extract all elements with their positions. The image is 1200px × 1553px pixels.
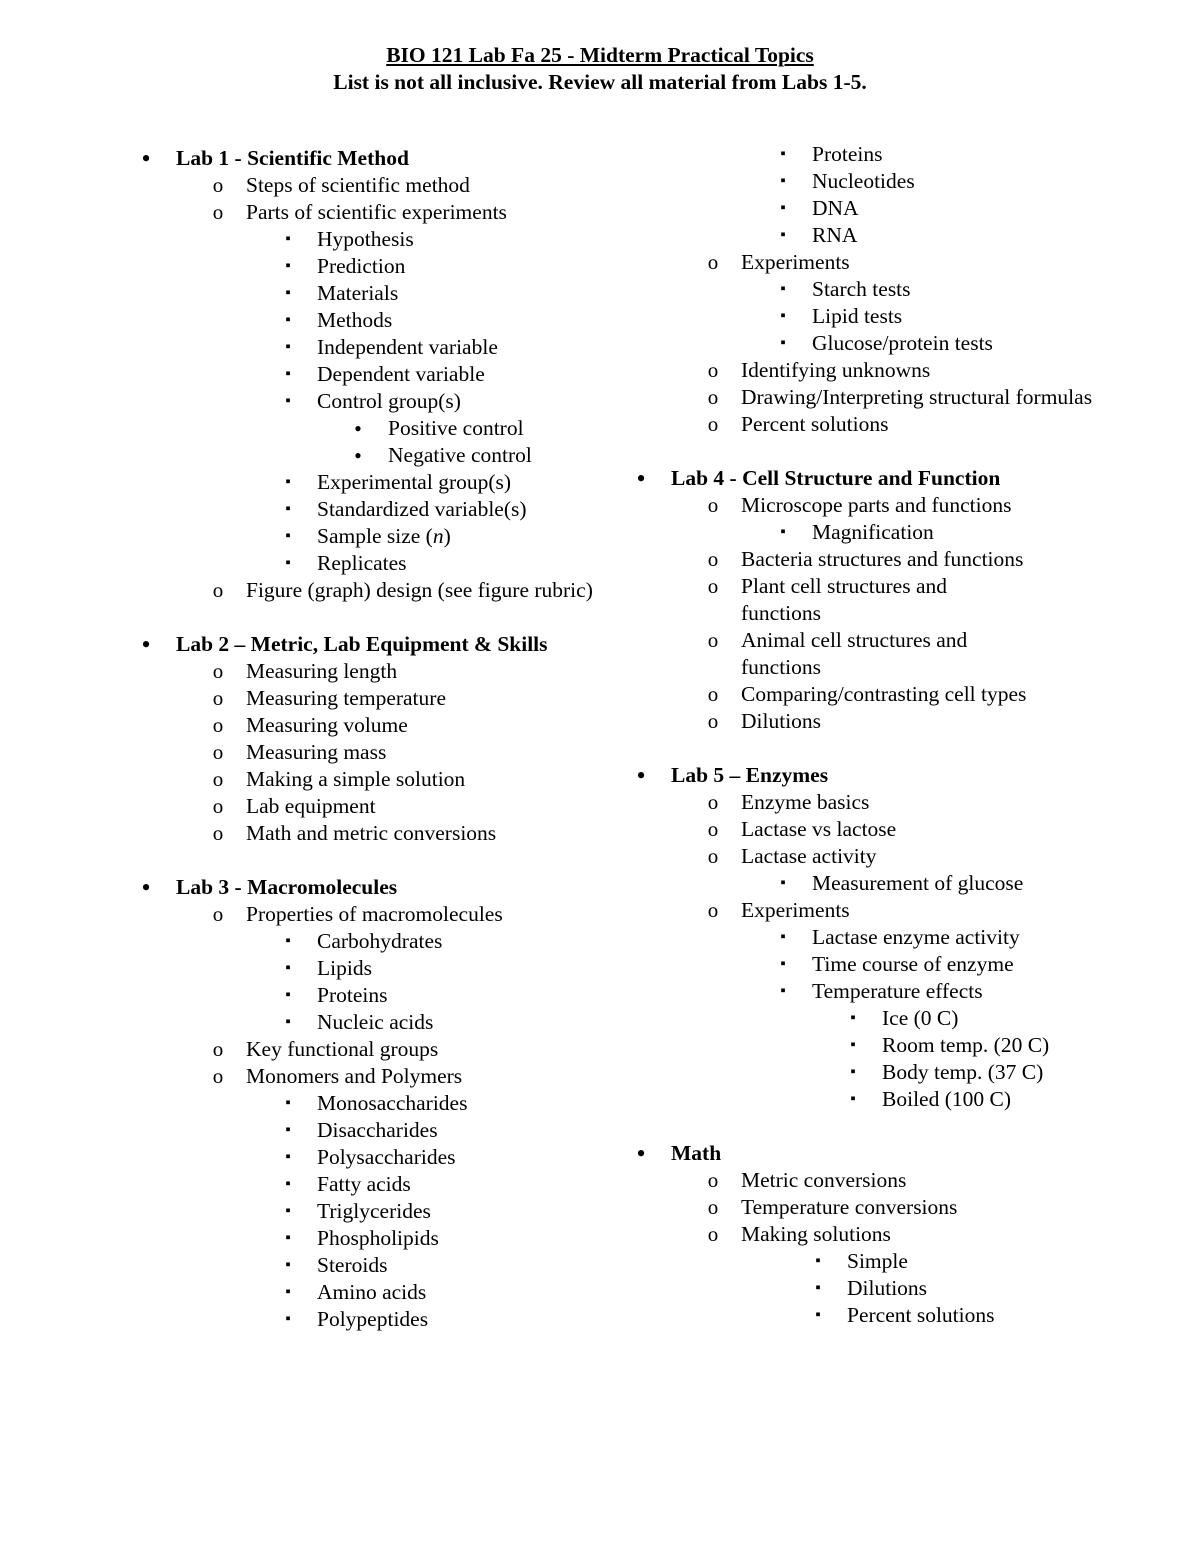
item-text: Steps of scientific method — [246, 173, 470, 197]
list-item — [625, 870, 1105, 897]
list-item — [130, 982, 600, 1009]
bullet-icon: • — [636, 761, 646, 790]
circle-bullet-icon: o — [212, 713, 224, 737]
square-bullet-icon: ▪ — [285, 1095, 291, 1111]
item-text: Ice (0 C) — [882, 1006, 959, 1030]
item-text: Carbohydrates — [317, 929, 443, 953]
item-text: Dilutions — [741, 709, 822, 733]
item-text: Materials — [317, 281, 399, 305]
list-item — [130, 955, 600, 982]
bullet-icon: • — [636, 1139, 646, 1168]
circle-bullet-icon: o — [707, 790, 719, 814]
square-bullet-icon: ▪ — [780, 281, 786, 297]
square-bullet-icon: ▪ — [815, 1280, 821, 1296]
circle-bullet-icon: o — [707, 574, 719, 598]
list-item — [130, 415, 600, 442]
item-text: Enzyme basics — [741, 790, 870, 814]
bullet-icon: • — [636, 464, 646, 493]
sample-size-suffix: ) — [443, 524, 451, 548]
list-item — [130, 226, 600, 253]
circle-bullet-icon: o — [212, 686, 224, 710]
item-text: Measuring mass — [246, 740, 387, 764]
item-text: Proteins — [317, 983, 388, 1007]
item-text: Metric conversions — [741, 1168, 907, 1192]
item-text: Polysaccharides — [317, 1145, 456, 1169]
list-item — [625, 897, 1105, 924]
square-bullet-icon: ▪ — [850, 1037, 856, 1053]
item-text: Glucose/protein tests — [812, 331, 993, 355]
item-text: Body temp. (37 C) — [882, 1060, 1044, 1084]
square-bullet-icon: ▪ — [850, 1091, 856, 1107]
item-text: Dependent variable — [317, 362, 485, 386]
list-item — [130, 280, 600, 307]
item-text: Temperature conversions — [741, 1195, 958, 1219]
item-text: Amino acids — [317, 1280, 427, 1304]
item-text: Measuring temperature — [246, 686, 446, 710]
item-text: Measuring volume — [246, 713, 408, 737]
item-text: Control group(s) — [317, 389, 461, 413]
item-text: Nucleic acids — [317, 1010, 434, 1034]
lab2-section — [130, 631, 600, 658]
square-bullet-icon: ▪ — [780, 956, 786, 972]
item-text: Key functional groups — [246, 1037, 439, 1061]
list-item — [625, 1275, 1105, 1302]
list-item — [625, 195, 1105, 222]
list-item — [130, 1144, 600, 1171]
square-bullet-icon: ▪ — [780, 875, 786, 891]
item-text: Lipid tests — [812, 304, 903, 328]
list-item — [130, 766, 600, 793]
list-item — [625, 411, 1105, 438]
circle-bullet-icon: o — [707, 817, 719, 841]
list-item — [130, 685, 600, 712]
item-text: Experimental group(s) — [317, 470, 512, 494]
list-item — [130, 901, 600, 928]
item-text: Lactase vs lactose — [741, 817, 897, 841]
item-text: Identifying unknowns — [741, 358, 931, 382]
list-item — [130, 523, 600, 550]
item-text: Parts of scientific experiments — [246, 200, 507, 224]
item-text: Polypeptides — [317, 1307, 429, 1331]
list-item — [130, 253, 600, 280]
circle-bullet-icon: o — [212, 200, 224, 224]
circle-bullet-icon: o — [707, 250, 719, 274]
list-item — [625, 951, 1105, 978]
square-bullet-icon: ▪ — [850, 1064, 856, 1080]
list-item — [625, 384, 1105, 411]
item-text: Positive control — [388, 416, 524, 440]
lab3-title: Lab 3 - Macromolecules — [176, 875, 398, 899]
circle-bullet-icon: o — [212, 767, 224, 791]
square-bullet-icon: ▪ — [285, 258, 291, 274]
list-item — [625, 1248, 1105, 1275]
item-text: Lipids — [317, 956, 372, 980]
item-text: Steroids — [317, 1253, 388, 1277]
list-item — [130, 388, 600, 415]
list-item — [625, 546, 1105, 573]
square-bullet-icon: ▪ — [780, 200, 786, 216]
square-bullet-icon: ▪ — [285, 528, 291, 544]
item-text: Making a simple solution — [246, 767, 466, 791]
page-title: BIO 121 Lab Fa 25 - Midterm Practical Topics — [386, 43, 814, 67]
circle-bullet-icon: o — [707, 844, 719, 868]
square-bullet-icon: ▪ — [285, 1176, 291, 1192]
list-item — [625, 816, 1105, 843]
list-item — [130, 1009, 600, 1036]
square-bullet-icon: ▪ — [285, 366, 291, 382]
list-item — [130, 712, 600, 739]
square-bullet-icon: ▪ — [285, 1149, 291, 1165]
square-bullet-icon: ▪ — [285, 1230, 291, 1246]
list-item — [130, 820, 600, 847]
item-text: Drawing/Interpreting structural formulas — [741, 385, 1093, 409]
list-item — [625, 1086, 1105, 1113]
item-text — [317, 524, 451, 548]
square-bullet-icon: ▪ — [780, 227, 786, 243]
item-text: Room temp. (20 C) — [882, 1033, 1050, 1057]
lab4-title: Lab 4 - Cell Structure and Function — [671, 466, 1001, 490]
item-text: Boiled (100 C) — [882, 1087, 1011, 1111]
list-item — [130, 1198, 600, 1225]
item-text: Hypothesis — [317, 227, 414, 251]
right-column — [625, 141, 1105, 1329]
lab5-section — [625, 762, 1105, 789]
item-text: Percent solutions — [741, 412, 889, 436]
list-item — [625, 249, 1105, 276]
list-item — [130, 928, 600, 955]
item-text: Independent variable — [317, 335, 498, 359]
list-item — [130, 1225, 600, 1252]
circle-bullet-icon: o — [212, 902, 224, 926]
item-text: DNA — [812, 196, 859, 220]
list-item — [625, 330, 1105, 357]
item-text: Nucleotides — [812, 169, 915, 193]
list-item — [625, 1167, 1105, 1194]
list-item — [625, 222, 1105, 249]
square-bullet-icon: ▪ — [285, 1203, 291, 1219]
item-text: Figure (graph) design (see figure rubric) — [246, 578, 593, 602]
dot-bullet-icon: • — [354, 443, 362, 468]
list-item — [625, 276, 1105, 303]
circle-bullet-icon: o — [707, 547, 719, 571]
circle-bullet-icon: o — [707, 385, 719, 409]
list-item — [625, 1005, 1105, 1032]
square-bullet-icon: ▪ — [780, 983, 786, 999]
square-bullet-icon: ▪ — [285, 1284, 291, 1300]
list-item — [130, 199, 600, 226]
item-text: Disaccharides — [317, 1118, 438, 1142]
square-bullet-icon: ▪ — [285, 339, 291, 355]
item-text: Bacteria structures and functions — [741, 547, 1024, 571]
left-column — [130, 145, 600, 1333]
list-item — [625, 1059, 1105, 1086]
square-bullet-icon: ▪ — [780, 335, 786, 351]
list-item — [625, 1221, 1105, 1248]
square-bullet-icon: ▪ — [285, 1122, 291, 1138]
list-item — [130, 1090, 600, 1117]
circle-bullet-icon: o — [707, 1195, 719, 1219]
circle-bullet-icon: o — [707, 1222, 719, 1246]
list-item — [625, 168, 1105, 195]
square-bullet-icon: ▪ — [780, 173, 786, 189]
list-item — [625, 357, 1105, 384]
square-bullet-icon: ▪ — [285, 312, 291, 328]
square-bullet-icon: ▪ — [285, 1257, 291, 1273]
math-title: Math — [671, 1141, 722, 1165]
list-item — [625, 1194, 1105, 1221]
item-text: Prediction — [317, 254, 406, 278]
bullet-icon: • — [141, 144, 151, 173]
lab1-section — [130, 145, 600, 172]
item-text: Measuring length — [246, 659, 398, 683]
square-bullet-icon: ▪ — [285, 1014, 291, 1030]
list-item — [625, 708, 1105, 735]
square-bullet-icon: ▪ — [285, 555, 291, 571]
circle-bullet-icon: o — [707, 682, 719, 706]
list-item — [130, 307, 600, 334]
item-text: Plant cell structures and functions — [741, 574, 947, 625]
bullet-icon: • — [141, 630, 151, 659]
circle-bullet-icon: o — [707, 412, 719, 436]
item-text: Percent solutions — [847, 1303, 995, 1327]
item-text: Lactase enzyme activity — [812, 925, 1020, 949]
list-item — [130, 793, 600, 820]
item-text: RNA — [812, 223, 858, 247]
item-text: Lab equipment — [246, 794, 376, 818]
list-item — [625, 789, 1105, 816]
item-text: Math and metric conversions — [246, 821, 497, 845]
item-text: Microscope parts and functions — [741, 493, 1012, 517]
item-text: Temperature effects — [812, 979, 983, 1003]
square-bullet-icon: ▪ — [285, 393, 291, 409]
item-text: Magnification — [812, 520, 934, 544]
list-item — [625, 1032, 1105, 1059]
item-text: Animal cell structures and functions — [741, 628, 968, 679]
dot-bullet-icon: • — [354, 416, 362, 441]
list-item — [625, 303, 1105, 330]
item-text: Measurement of glucose — [812, 871, 1024, 895]
item-text: Proteins — [812, 142, 883, 166]
item-text: Time course of enzyme — [812, 952, 1014, 976]
list-item — [625, 519, 1105, 546]
list-item — [625, 1302, 1105, 1329]
circle-bullet-icon: o — [212, 659, 224, 683]
square-bullet-icon: ▪ — [285, 501, 291, 517]
list-item — [130, 442, 600, 469]
item-text: Replicates — [317, 551, 407, 575]
item-text: Starch tests — [812, 277, 911, 301]
square-bullet-icon: ▪ — [815, 1307, 821, 1323]
item-text: Standardized variable(s) — [317, 497, 527, 521]
list-item — [625, 141, 1105, 168]
list-item — [625, 924, 1105, 951]
lab2-title: Lab 2 – Metric, Lab Equipment & Skills — [176, 632, 548, 656]
item-text: Experiments — [741, 250, 850, 274]
circle-bullet-icon: o — [707, 1168, 719, 1192]
list-item — [625, 843, 1105, 870]
list-item — [130, 1117, 600, 1144]
circle-bullet-icon: o — [707, 493, 719, 517]
square-bullet-icon: ▪ — [780, 146, 786, 162]
item-text: Negative control — [388, 443, 532, 467]
circle-bullet-icon: o — [212, 740, 224, 764]
math-section — [625, 1140, 1105, 1167]
list-item — [625, 492, 1105, 519]
sample-size-prefix: Sample size ( — [317, 524, 433, 548]
square-bullet-icon: ▪ — [780, 929, 786, 945]
item-text: Simple — [847, 1249, 908, 1273]
lab4-section — [625, 465, 1105, 492]
list-item — [130, 172, 600, 199]
square-bullet-icon: ▪ — [285, 933, 291, 949]
circle-bullet-icon: o — [212, 794, 224, 818]
circle-bullet-icon: o — [707, 709, 719, 733]
list-item — [130, 1306, 600, 1333]
lab1-title: Lab 1 - Scientific Method — [176, 146, 409, 170]
square-bullet-icon: ▪ — [285, 285, 291, 301]
circle-bullet-icon: o — [212, 173, 224, 197]
list-item — [130, 496, 600, 523]
list-item — [130, 1252, 600, 1279]
lab3-section — [130, 874, 600, 901]
circle-bullet-icon: o — [212, 821, 224, 845]
circle-bullet-icon: o — [707, 898, 719, 922]
square-bullet-icon: ▪ — [850, 1010, 856, 1026]
item-text: Fatty acids — [317, 1172, 411, 1196]
square-bullet-icon: ▪ — [285, 231, 291, 247]
circle-bullet-icon: o — [212, 578, 224, 602]
sample-size-n: n — [432, 524, 444, 548]
list-item — [130, 361, 600, 388]
circle-bullet-icon: o — [707, 358, 719, 382]
square-bullet-icon: ▪ — [285, 987, 291, 1003]
item-text: Comparing/contrasting cell types — [741, 682, 1027, 706]
item-text: Lactase activity — [741, 844, 877, 868]
item-text: Dilutions — [847, 1276, 928, 1300]
list-item — [130, 1171, 600, 1198]
list-item — [625, 681, 1105, 708]
item-text: Methods — [317, 308, 393, 332]
list-item — [130, 334, 600, 361]
list-item — [130, 658, 600, 685]
list-item — [130, 739, 600, 766]
document-header — [0, 42, 1200, 96]
list-item — [130, 550, 600, 577]
bullet-icon: • — [141, 873, 151, 902]
item-text: Phospholipids — [317, 1226, 439, 1250]
list-item — [625, 627, 1105, 681]
item-text: Monosaccharides — [317, 1091, 468, 1115]
square-bullet-icon: ▪ — [780, 308, 786, 324]
square-bullet-icon: ▪ — [815, 1253, 821, 1269]
circle-bullet-icon: o — [212, 1064, 224, 1088]
square-bullet-icon: ▪ — [285, 474, 291, 490]
list-item — [130, 469, 600, 496]
item-text: Experiments — [741, 898, 850, 922]
item-text: Making solutions — [741, 1222, 891, 1246]
list-item — [130, 577, 600, 604]
square-bullet-icon: ▪ — [285, 1311, 291, 1327]
list-item — [130, 1036, 600, 1063]
page-subtitle: List is not all inclusive. Review all material from Labs 1-5. — [333, 70, 867, 94]
topic-list-left — [130, 145, 600, 1333]
list-item — [130, 1063, 600, 1090]
item-text: Triglycerides — [317, 1199, 431, 1223]
item-text: Monomers and Polymers — [246, 1064, 463, 1088]
list-item — [130, 1279, 600, 1306]
lab5-title: Lab 5 – Enzymes — [671, 763, 829, 787]
square-bullet-icon: ▪ — [285, 960, 291, 976]
item-text: Properties of macromolecules — [246, 902, 503, 926]
list-item — [625, 978, 1105, 1005]
list-item — [625, 573, 1105, 627]
circle-bullet-icon: o — [212, 1037, 224, 1061]
circle-bullet-icon: o — [707, 628, 719, 652]
topic-list-right — [625, 141, 1105, 1329]
square-bullet-icon: ▪ — [780, 524, 786, 540]
